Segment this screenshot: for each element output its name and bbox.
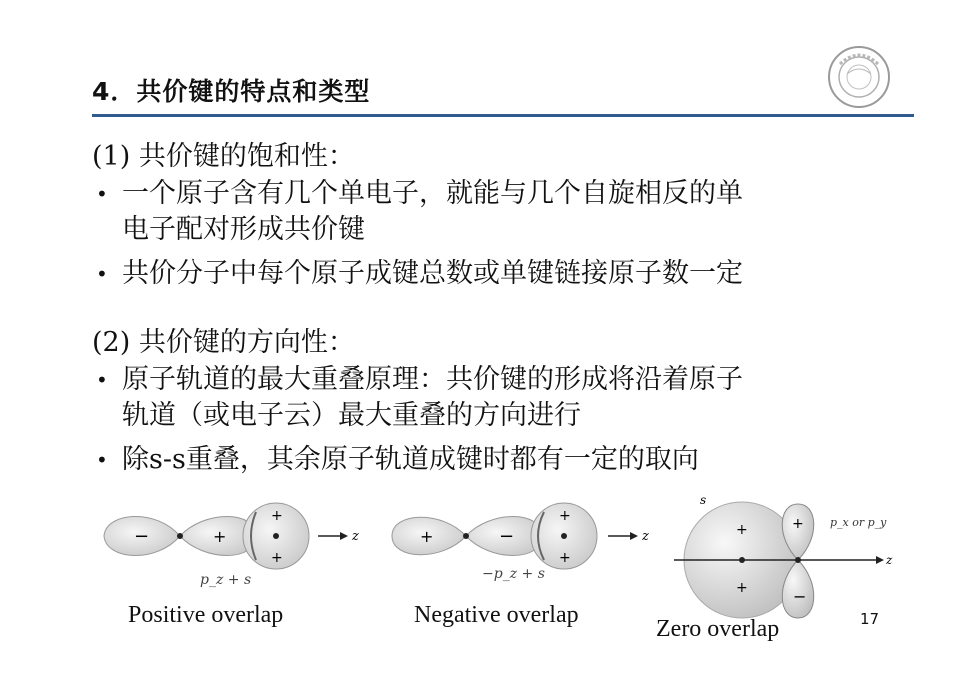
arrow-icon <box>340 532 348 540</box>
section1-heading: (1) 共价键的饱和性： <box>92 141 355 172</box>
title-underline <box>92 114 914 117</box>
bullet-text-line1: 除s-s重叠，其余原子轨道成键时都有一定的取向 <box>122 444 699 475</box>
section1-bullet-2 <box>96 256 882 292</box>
s-label: s <box>700 493 707 507</box>
plus-sign: + <box>420 527 434 546</box>
arrow-icon <box>630 532 638 540</box>
formula-label: −p_z + s <box>482 566 545 582</box>
positive-overlap-diagram <box>96 498 366 594</box>
axis-label: z <box>642 529 649 544</box>
bullet-icon: • <box>96 182 108 206</box>
minus-sign: − <box>793 587 807 606</box>
plus-sign: + <box>559 508 571 524</box>
section2-bullet-2 <box>96 442 882 478</box>
p-label: p_x or p_y <box>830 516 887 529</box>
positive-overlap-caption: Positive overlap <box>128 602 284 628</box>
plus-sign: + <box>559 550 571 566</box>
arrow-icon <box>876 556 884 564</box>
plus-sign: + <box>736 522 748 538</box>
plus-sign: + <box>736 580 748 596</box>
bullet-text-line1: 一个原子含有几个单电子，就能与几个自旋相反的单 <box>122 178 743 209</box>
bullet-text-line2: 轨道（或电子云）最大重叠的方向进行 <box>122 400 581 431</box>
bullet-text-line1: 原子轨道的最大重叠原理：共价键的形成将沿着原子 <box>122 364 743 395</box>
slide-title: 4．共价键的特点和类型 <box>92 77 371 106</box>
section1-bullet-1 <box>96 176 882 248</box>
plus-sign: + <box>271 550 283 566</box>
bullet-icon: • <box>96 262 108 286</box>
axis-label: z <box>352 529 359 544</box>
page-number: 17 <box>860 610 880 628</box>
minus-sign: − <box>499 526 515 547</box>
plus-sign: + <box>792 516 804 532</box>
formula-label: p_z + s <box>200 572 252 588</box>
section2-bullet-1 <box>96 362 882 434</box>
negative-overlap-diagram <box>382 498 662 594</box>
university-seal-logo <box>826 44 892 110</box>
axis-label: z <box>886 553 893 567</box>
section2-heading: (2) 共价键的方向性： <box>92 327 355 358</box>
negative-overlap-caption: Negative overlap <box>414 602 579 628</box>
zero-overlap-caption: Zero overlap <box>656 616 780 642</box>
bullet-icon: • <box>96 368 108 392</box>
plus-sign: + <box>271 508 283 524</box>
minus-sign: − <box>134 526 150 547</box>
bullet-icon: • <box>96 448 108 472</box>
bullet-text-line1: 共价分子中每个原子成键总数或单键链接原子数一定 <box>122 258 743 289</box>
bullet-text-line2: 电子配对形成共价键 <box>122 214 365 245</box>
plus-sign: + <box>213 527 227 546</box>
